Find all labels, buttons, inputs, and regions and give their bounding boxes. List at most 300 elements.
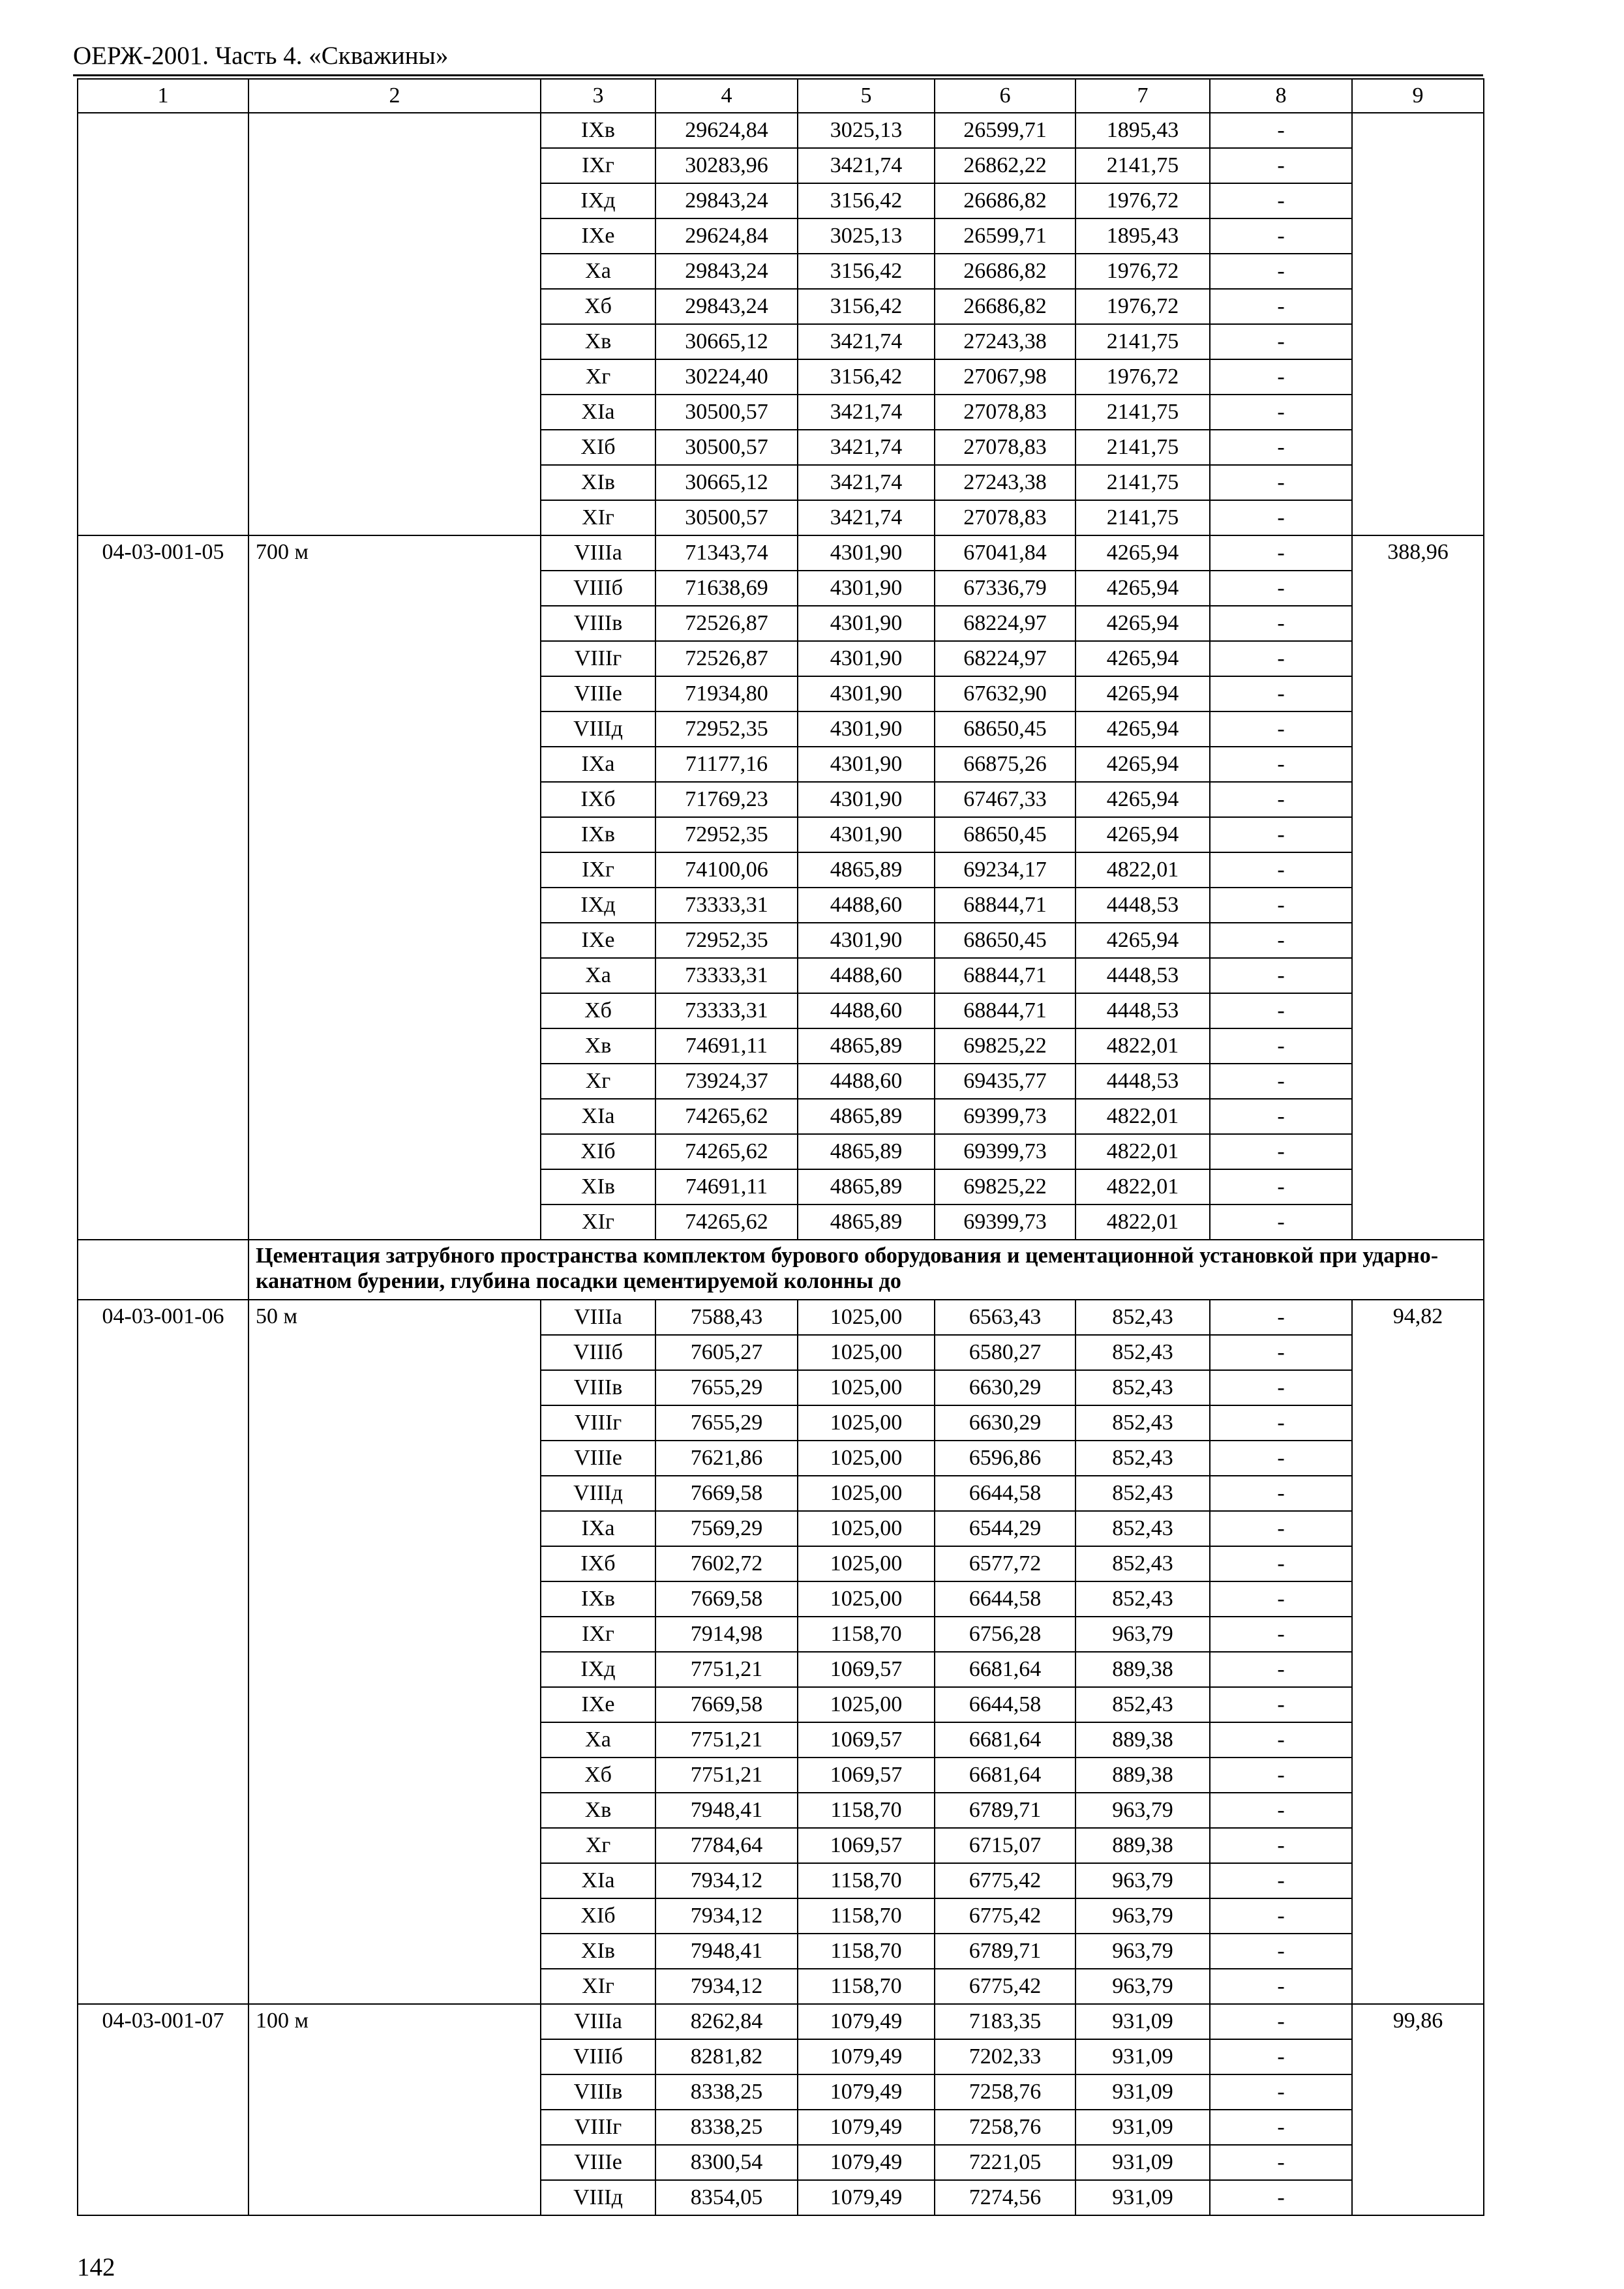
resource-group-cell: IXд [541,183,655,218]
machinists-wages-cell: 4265,94 [1075,535,1210,571]
machines-cell: 7274,56 [935,2180,1075,2215]
resource-group-cell: IXе [541,1687,655,1722]
machines-cell: 7221,05 [935,2145,1075,2180]
total-cost-cell: 30500,57 [655,430,798,465]
machines-cell: 68844,71 [935,888,1075,923]
resource-group-cell: IXд [541,1652,655,1687]
resource-group-cell: Xб [541,993,655,1028]
total-cost-cell: 8262,84 [655,2004,798,2039]
total-cost-cell: 30665,12 [655,324,798,359]
resource-group-cell: IXв [541,817,655,852]
total-cost-cell: 8281,82 [655,2039,798,2074]
wages-cell: 1025,00 [798,1687,935,1722]
resource-group-cell: Xв [541,324,655,359]
materials-cell: - [1210,359,1352,395]
machines-cell: 67336,79 [935,571,1075,606]
resource-group-cell: XIа [541,1863,655,1898]
resource-group-cell: Xа [541,1722,655,1758]
machines-cell: 69825,22 [935,1028,1075,1064]
total-cost-cell: 7569,29 [655,1511,798,1546]
machinists-wages-cell: 4265,94 [1075,747,1210,782]
machinists-wages-cell: 889,38 [1075,1828,1210,1863]
wages-cell: 4865,89 [798,1204,935,1240]
rate-code-cell: 04-03-001-07 [78,2004,248,2215]
materials-cell: - [1210,289,1352,324]
machines-cell: 26686,82 [935,289,1075,324]
machinists-wages-cell: 889,38 [1075,1652,1210,1687]
resource-group-cell: XIв [541,1169,655,1204]
section-row [78,1240,1484,1300]
materials-cell: - [1210,747,1352,782]
wages-cell: 1158,70 [798,1863,935,1898]
resource-group-cell: Xг [541,1064,655,1099]
total-cost-cell: 7655,29 [655,1405,798,1441]
wages-cell: 4488,60 [798,993,935,1028]
machines-cell: 68650,45 [935,711,1075,747]
machines-cell: 6789,71 [935,1793,1075,1828]
machines-cell: 67467,33 [935,782,1075,817]
machines-cell: 66875,26 [935,747,1075,782]
resource-group-cell: VIIIд [541,711,655,747]
total-cost-cell: 7751,21 [655,1758,798,1793]
page-number: 142 [77,2253,115,2281]
machinists-wages-cell: 852,43 [1075,1405,1210,1441]
machinists-wages-cell: 963,79 [1075,1617,1210,1652]
column-number: 4 [655,79,798,113]
materials-cell: - [1210,1546,1352,1581]
wages-cell: 3421,74 [798,324,935,359]
wages-cell: 4488,60 [798,958,935,993]
machinists-wages-cell: 963,79 [1075,1793,1210,1828]
machines-cell: 69399,73 [935,1099,1075,1134]
header-rule [73,74,1483,76]
resource-group-cell: VIIIв [541,1370,655,1405]
wages-cell: 4865,89 [798,852,935,888]
resource-group-cell: IXд [541,888,655,923]
resource-group-cell: IXг [541,148,655,183]
resource-group-cell: XIг [541,1204,655,1240]
machines-cell: 27078,83 [935,395,1075,430]
total-cost-cell: 29624,84 [655,218,798,254]
wages-cell: 4301,90 [798,817,935,852]
machines-cell: 6563,43 [935,1300,1075,1335]
materials-cell: - [1210,1934,1352,1969]
machines-cell: 26599,71 [935,218,1075,254]
wages-cell: 4488,60 [798,1064,935,1099]
machinists-wages-cell: 1895,43 [1075,218,1210,254]
total-cost-cell: 71638,69 [655,571,798,606]
total-cost-cell: 30665,12 [655,465,798,500]
machinists-wages-cell: 852,43 [1075,1370,1210,1405]
materials-cell: - [1210,395,1352,430]
machines-cell: 6681,64 [935,1758,1075,1793]
resource-group-cell: XIб [541,1134,655,1169]
materials-cell: - [1210,888,1352,923]
resource-group-cell: IXв [541,1581,655,1617]
resource-group-cell: Xа [541,254,655,289]
total-cost-cell: 30500,57 [655,500,798,535]
materials-cell: - [1210,465,1352,500]
wages-cell: 4301,90 [798,641,935,676]
machines-cell: 6775,42 [935,1898,1075,1934]
wages-cell: 1158,70 [798,1969,935,2004]
machinists-wages-cell: 852,43 [1075,1581,1210,1617]
total-cost-cell: 72526,87 [655,606,798,641]
wages-cell: 1069,57 [798,1758,935,1793]
machinists-wages-cell: 931,09 [1075,2074,1210,2110]
resource-group-cell: VIIIд [541,1476,655,1511]
materials-cell: - [1210,148,1352,183]
empty-cell [78,1240,248,1300]
total-cost-cell: 7934,12 [655,1863,798,1898]
machinists-wages-cell: 931,09 [1075,2039,1210,2074]
materials-cell: - [1210,641,1352,676]
wages-cell: 4301,90 [798,676,935,711]
materials-cell: - [1210,1581,1352,1617]
total-cost-cell: 74100,06 [655,852,798,888]
total-cost-cell: 73333,31 [655,993,798,1028]
resource-group-cell: VIIIг [541,1405,655,1441]
materials-cell: - [1210,324,1352,359]
machines-cell: 69234,17 [935,852,1075,888]
resource-group-cell: XIа [541,395,655,430]
total-cost-cell: 7669,58 [655,1687,798,1722]
machines-cell: 27243,38 [935,324,1075,359]
materials-cell: - [1210,1441,1352,1476]
materials-cell: - [1210,218,1352,254]
resource-group-cell: IXб [541,1546,655,1581]
total-cost-cell: 7934,12 [655,1898,798,1934]
resource-group-cell: VIIIа [541,2004,655,2039]
machines-cell: 6789,71 [935,1934,1075,1969]
machinists-wages-cell: 889,38 [1075,1722,1210,1758]
wages-cell: 4301,90 [798,747,935,782]
machinists-wages-cell: 2141,75 [1075,324,1210,359]
total-cost-cell: 71177,16 [655,747,798,782]
machines-cell: 6756,28 [935,1617,1075,1652]
wages-cell: 1069,57 [798,1828,935,1863]
total-cost-cell: 71769,23 [655,782,798,817]
machines-cell: 69435,77 [935,1064,1075,1099]
machinists-wages-cell: 4265,94 [1075,641,1210,676]
machines-cell: 68224,97 [935,606,1075,641]
machinists-wages-cell: 4822,01 [1075,1134,1210,1169]
machines-cell: 27067,98 [935,359,1075,395]
wages-cell: 4301,90 [798,571,935,606]
total-cost-cell: 7948,41 [655,1934,798,1969]
machines-cell: 68844,71 [935,958,1075,993]
materials-cell: - [1210,254,1352,289]
machinists-wages-cell: 4265,94 [1075,676,1210,711]
total-cost-cell: 8338,25 [655,2074,798,2110]
total-cost-cell: 7588,43 [655,1300,798,1335]
column-number: 1 [78,79,248,113]
total-cost-cell: 7655,29 [655,1370,798,1405]
machines-cell: 7258,76 [935,2110,1075,2145]
machines-cell: 69399,73 [935,1204,1075,1240]
machines-cell: 6644,58 [935,1476,1075,1511]
machinists-wages-cell: 2141,75 [1075,148,1210,183]
wages-cell: 1158,70 [798,1793,935,1828]
resource-group-cell: VIIIд [541,2180,655,2215]
materials-cell: - [1210,782,1352,817]
materials-cell: - [1210,1969,1352,2004]
total-cost-cell: 8300,54 [655,2145,798,2180]
wages-cell: 3421,74 [798,148,935,183]
machinists-wages-cell: 1976,72 [1075,254,1210,289]
wages-cell: 4301,90 [798,711,935,747]
resource-group-cell: IXа [541,747,655,782]
machinists-wages-cell: 4448,53 [1075,958,1210,993]
materials-cell: - [1210,1687,1352,1722]
machines-cell: 68650,45 [935,923,1075,958]
resource-group-cell: XIа [541,1099,655,1134]
machinists-wages-cell: 4822,01 [1075,852,1210,888]
total-cost-cell: 73924,37 [655,1064,798,1099]
materials-cell: - [1210,500,1352,535]
materials-cell: - [1210,2145,1352,2180]
wages-cell: 3156,42 [798,254,935,289]
labor-cost-cell: 388,96 [1352,535,1484,1240]
machinists-wages-cell: 1895,43 [1075,113,1210,148]
wages-cell: 1025,00 [798,1405,935,1441]
materials-cell: - [1210,571,1352,606]
machinists-wages-cell: 852,43 [1075,1441,1210,1476]
wages-cell: 4301,90 [798,923,935,958]
total-cost-cell: 29843,24 [655,289,798,324]
materials-cell: - [1210,2039,1352,2074]
total-cost-cell: 7934,12 [655,1969,798,2004]
wages-cell: 3156,42 [798,183,935,218]
machinists-wages-cell: 963,79 [1075,1934,1210,1969]
machinists-wages-cell: 931,09 [1075,2145,1210,2180]
resource-group-cell: VIIIб [541,2039,655,2074]
materials-cell: - [1210,1064,1352,1099]
materials-cell: - [1210,1652,1352,1687]
machinists-wages-cell: 4822,01 [1075,1099,1210,1134]
labor-cost-cell [1352,113,1484,535]
wages-cell: 1069,57 [798,1722,935,1758]
materials-cell: - [1210,1476,1352,1511]
total-cost-cell: 72952,35 [655,817,798,852]
machinists-wages-cell: 4822,01 [1075,1204,1210,1240]
machines-cell: 6580,27 [935,1335,1075,1370]
resource-group-cell: IXе [541,923,655,958]
wages-cell: 1025,00 [798,1370,935,1405]
total-cost-cell: 7948,41 [655,1793,798,1828]
column-number: 5 [798,79,935,113]
machines-cell: 6715,07 [935,1828,1075,1863]
column-number: 2 [248,79,541,113]
machinists-wages-cell: 931,09 [1075,2180,1210,2215]
machinists-wages-cell: 963,79 [1075,1969,1210,2004]
machinists-wages-cell: 1976,72 [1075,183,1210,218]
total-cost-cell: 8354,05 [655,2180,798,2215]
machinists-wages-cell: 4822,01 [1075,1169,1210,1204]
machines-cell: 7183,35 [935,2004,1075,2039]
machinists-wages-cell: 2141,75 [1075,395,1210,430]
machinists-wages-cell: 889,38 [1075,1758,1210,1793]
machinists-wages-cell: 4265,94 [1075,923,1210,958]
materials-cell: - [1210,676,1352,711]
resource-group-cell: Xг [541,1828,655,1863]
rates-table [77,78,1484,2216]
materials-cell: - [1210,1300,1352,1335]
total-cost-cell: 74691,11 [655,1028,798,1064]
materials-cell: - [1210,1335,1352,1370]
wages-cell: 4865,89 [798,1134,935,1169]
total-cost-cell: 74265,62 [655,1099,798,1134]
wages-cell: 1025,00 [798,1476,935,1511]
resource-group-cell: IXа [541,1511,655,1546]
materials-cell: - [1210,1099,1352,1134]
wages-cell: 4865,89 [798,1169,935,1204]
wages-cell: 1025,00 [798,1546,935,1581]
resource-group-cell: XIв [541,465,655,500]
column-number: 8 [1210,79,1352,113]
wages-cell: 1079,49 [798,2180,935,2215]
resource-group-cell: VIIIе [541,1441,655,1476]
wages-cell: 3156,42 [798,289,935,324]
wages-cell: 1069,57 [798,1652,935,1687]
materials-cell: - [1210,1617,1352,1652]
wages-cell: 1079,49 [798,2074,935,2110]
machines-cell: 68650,45 [935,817,1075,852]
wages-cell: 4865,89 [798,1028,935,1064]
machines-cell: 6775,42 [935,1969,1075,2004]
resource-group-cell: Xб [541,1758,655,1793]
materials-cell: - [1210,993,1352,1028]
wages-cell: 4301,90 [798,535,935,571]
materials-cell: - [1210,2110,1352,2145]
total-cost-cell: 7669,58 [655,1476,798,1511]
materials-cell: - [1210,430,1352,465]
resource-group-cell: Xв [541,1793,655,1828]
machines-cell: 68224,97 [935,641,1075,676]
labor-cost-cell: 94,82 [1352,1300,1484,2004]
resource-group-cell: Xв [541,1028,655,1064]
machinists-wages-cell: 931,09 [1075,2004,1210,2039]
column-number: 6 [935,79,1075,113]
machines-cell: 6681,64 [935,1722,1075,1758]
wages-cell: 1158,70 [798,1934,935,1969]
machinists-wages-cell: 2141,75 [1075,465,1210,500]
table-row [78,113,1484,148]
materials-cell: - [1210,1793,1352,1828]
rate-code-cell: 04-03-001-06 [78,1300,248,2004]
machines-cell: 6775,42 [935,1863,1075,1898]
wages-cell: 1079,49 [798,2110,935,2145]
materials-cell: - [1210,1204,1352,1240]
wages-cell: 3421,74 [798,395,935,430]
resource-group-cell: XIв [541,1934,655,1969]
materials-cell: - [1210,923,1352,958]
resource-group-cell: VIIIв [541,2074,655,2110]
machinists-wages-cell: 2141,75 [1075,500,1210,535]
machinists-wages-cell: 1976,72 [1075,289,1210,324]
wages-cell: 3156,42 [798,359,935,395]
machinists-wages-cell: 4265,94 [1075,782,1210,817]
machines-cell: 69399,73 [935,1134,1075,1169]
work-name-cell [248,113,541,535]
total-cost-cell: 72526,87 [655,641,798,676]
wages-cell: 1025,00 [798,1335,935,1370]
machinists-wages-cell: 852,43 [1075,1687,1210,1722]
materials-cell: - [1210,817,1352,852]
table-body [78,79,1484,2215]
machinists-wages-cell: 4448,53 [1075,1064,1210,1099]
materials-cell: - [1210,1828,1352,1863]
work-name-cell: 100 м [248,2004,541,2215]
materials-cell: - [1210,958,1352,993]
table-row [78,1300,1484,1335]
wages-cell: 1025,00 [798,1441,935,1476]
materials-cell: - [1210,2180,1352,2215]
machines-cell: 6644,58 [935,1581,1075,1617]
materials-cell: - [1210,1898,1352,1934]
machinists-wages-cell: 2141,75 [1075,430,1210,465]
column-number: 9 [1352,79,1484,113]
work-name-cell: 50 м [248,1300,541,2004]
resource-group-cell: IXг [541,852,655,888]
machines-cell: 26686,82 [935,183,1075,218]
materials-cell: - [1210,2074,1352,2110]
column-number: 3 [541,79,655,113]
page-header: ОЕРЖ-2001. Часть 4. «Скважины» [73,42,449,70]
total-cost-cell: 29624,84 [655,113,798,148]
machines-cell: 6544,29 [935,1511,1075,1546]
total-cost-cell: 29843,24 [655,254,798,289]
wages-cell: 3025,13 [798,113,935,148]
labor-cost-cell: 99,86 [1352,2004,1484,2215]
materials-cell: - [1210,1134,1352,1169]
column-number: 7 [1075,79,1210,113]
resource-group-cell: Xг [541,359,655,395]
machines-cell: 67041,84 [935,535,1075,571]
total-cost-cell: 74265,62 [655,1204,798,1240]
total-cost-cell: 7914,98 [655,1617,798,1652]
materials-cell: - [1210,1405,1352,1441]
machines-cell: 6630,29 [935,1405,1075,1441]
materials-cell: - [1210,711,1352,747]
wages-cell: 4488,60 [798,888,935,923]
materials-cell: - [1210,1863,1352,1898]
wages-cell: 1158,70 [798,1898,935,1934]
machinists-wages-cell: 4265,94 [1075,817,1210,852]
resource-group-cell: VIIIб [541,571,655,606]
wages-cell: 4301,90 [798,606,935,641]
machinists-wages-cell: 4448,53 [1075,993,1210,1028]
wages-cell: 3421,74 [798,500,935,535]
total-cost-cell: 29843,24 [655,183,798,218]
materials-cell: - [1210,1722,1352,1758]
total-cost-cell: 71343,74 [655,535,798,571]
total-cost-cell: 72952,35 [655,711,798,747]
machinists-wages-cell: 4822,01 [1075,1028,1210,1064]
wages-cell: 1158,70 [798,1617,935,1652]
resource-group-cell: XIб [541,1898,655,1934]
work-name-cell: 700 м [248,535,541,1240]
wages-cell: 4301,90 [798,782,935,817]
total-cost-cell: 30224,40 [655,359,798,395]
machinists-wages-cell: 963,79 [1075,1898,1210,1934]
resource-group-cell: Xб [541,289,655,324]
total-cost-cell: 7784,64 [655,1828,798,1863]
machines-cell: 26599,71 [935,113,1075,148]
resource-group-cell: VIIIг [541,641,655,676]
materials-cell: - [1210,113,1352,148]
machinists-wages-cell: 852,43 [1075,1335,1210,1370]
